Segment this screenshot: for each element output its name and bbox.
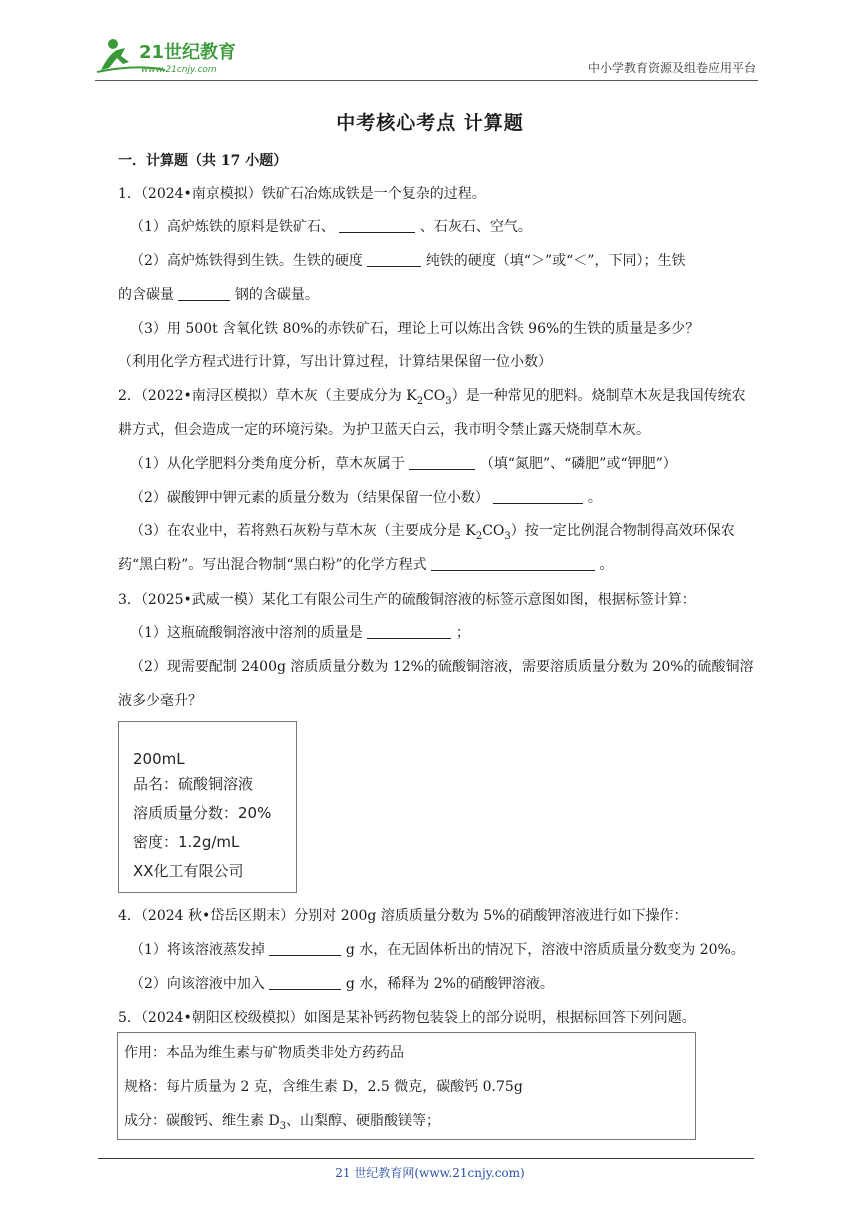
- label-density: 密度：1.2g/mL: [133, 833, 240, 851]
- solution-label-image: [118, 721, 297, 893]
- section-heading: 一．计算题（共 17 小题）: [118, 153, 288, 169]
- q1-note: （利用化学方程式进行计算，写出计算过程，计算结果保留一位小数）: [118, 354, 552, 370]
- info-spec: 规格：每片质量为 2 克，含维生素 D，2.5 微克，碳酸钙 0.75g: [124, 1079, 523, 1095]
- answer-blank[interactable]: [493, 489, 583, 504]
- svg-text:www.21cnjy.com: www.21cnjy.com: [141, 65, 217, 75]
- q2-part3: （3）在农业中，若将熟石灰粉与草木灰（主要成分是 $K_2CO_3$）按一定比例混合物制得高效环保农: [130, 523, 735, 542]
- answer-blank[interactable]: [431, 556, 595, 571]
- q3-part2: （2）现需要配制 2400g 溶质质量分数为 12%的硫酸铜溶液，需要溶质质量分数为 20%的硫酸铜溶: [130, 659, 754, 675]
- platform-name: 中小学教育资源及组卷应用平台: [587, 61, 756, 75]
- answer-blank[interactable]: [339, 218, 415, 233]
- answer-blank[interactable]: [367, 624, 451, 639]
- page-header: [95, 30, 758, 81]
- answer-blank[interactable]: [269, 941, 341, 956]
- answer-blank[interactable]: [409, 455, 475, 470]
- page-title: 中考核心考点 计算题: [336, 112, 524, 134]
- q3-part1: （1）这瓶硫酸铜溶液中溶剂的质量是 ；: [130, 625, 470, 641]
- label-company: XX化工有限公司: [133, 862, 244, 880]
- q1-part3: （3）用 500t 含氧化铁 80%的赤铁矿石，理论上可以炼出含铁 96%的生铁的质量是多少？: [130, 321, 700, 337]
- info-ingredients: 成分：碳酸钙、维生素 $D_3$、山梨醇、硬脂酸镁等；: [124, 1113, 441, 1132]
- q1-part2-cont: 的含碳量 钢的含碳量。: [118, 287, 319, 303]
- label-mass-fraction: 溶质质量分数：20%: [133, 804, 272, 822]
- label-volume: 200mL: [133, 750, 185, 768]
- svg-text:21世纪教育: 21世纪教育: [139, 42, 237, 63]
- answer-blank[interactable]: [269, 975, 341, 990]
- site-logo: [95, 34, 265, 78]
- q1-part2: （2）高炉炼铁得到生铁。生铁的硬度 纯铁的硬度（填“＞”或“＜”，下同）；生铁: [130, 253, 686, 269]
- q3-stem: 3．（2025•武威一模）某化工有限公司生产的硫酸铜溶液的标签示意图如图，根据标签计算：: [118, 592, 696, 608]
- answer-blank[interactable]: [367, 252, 421, 267]
- q1-part1: （1）高炉炼铁的原料是铁矿石、 、石灰石、空气。: [130, 219, 532, 235]
- q5-stem: 5．（2024•朝阳区校级模拟）如图是某补钙药物包装袋上的部分说明，根据标回答下列问题。: [118, 1010, 696, 1026]
- q4-part1: （1）将该溶液蒸发掉 g 水，在无固体析出的情况下，溶液中溶质质量分数变为 20%。: [130, 942, 745, 958]
- footer-divider: [98, 1158, 754, 1159]
- page-footer: 21 世纪教育网(www.21cnjy.com): [335, 1166, 525, 1180]
- q2-part1: （1）从化学肥料分类角度分析，草木灰属于 （填“氮肥”、“磷肥”或“钾肥”）: [130, 456, 677, 472]
- answer-blank[interactable]: [178, 286, 230, 301]
- q2-part2: （2）碳酸钾中钾元素的质量分数为（结果保留一位小数） 。: [130, 490, 602, 506]
- q2-part3-cont: 药“黑白粉”。写出混合物制“黑白粉”的化学方程式 。: [118, 557, 614, 573]
- q4-stem: 4．（2024 秋•岱岳区期末）分别对 200g 溶质质量分数为 5%的硝酸钾溶液进行如下操作：: [118, 908, 688, 924]
- q1-stem: 1．（2024•南京模拟）铁矿石冶炼成铁是一个复杂的过程。: [118, 186, 486, 202]
- label-product-name: 品名：硫酸铜溶液: [133, 775, 254, 793]
- q2-stem-cont: 耕方式，但会造成一定的环境污染。为护卫蓝天白云，我市明令禁止露天烧制草木灰。: [118, 422, 650, 438]
- q4-part2: （2）向该溶液中加入 g 水，稀释为 2%的硝酸钾溶液。: [130, 976, 554, 992]
- drug-info-box: [117, 1032, 696, 1140]
- q3-part2-cont: 液多少毫升？: [118, 693, 202, 709]
- info-function: 作用：本品为维生素与矿物质类非处方药药品: [124, 1045, 404, 1061]
- q2-stem: 2．（2022•南浔区模拟）草木灰（主要成分为 $K_2CO_3$）是一种常见的肥料。烧制草木灰是我国传统农: [118, 388, 746, 407]
